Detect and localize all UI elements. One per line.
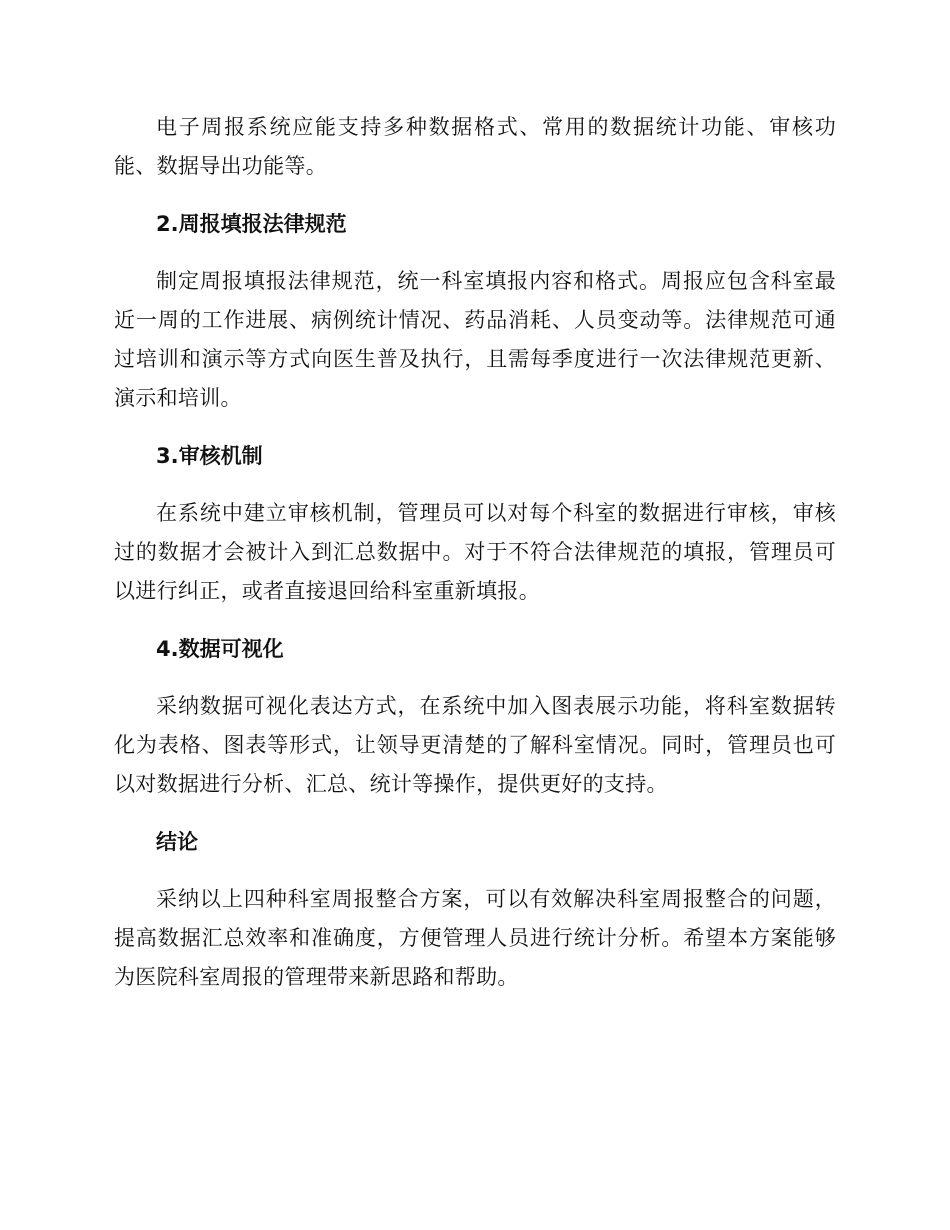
document-page [114, 108, 836, 997]
section-heading-4: 4.数据可视化 [156, 637, 284, 661]
section-paragraph-3: 在系统中建立审核机制，管理员可以对每个科室的数据进行审核，审核过的数据才会被计入到汇总数据中。对于不符合法律规范的填报，管理员可以进行纠正，或者直接退回给科室重新填报。 [114, 501, 836, 603]
section-paragraph-2: 制定周报填报法律规范，统一科室填报内容和格式。周报应包含科室最近一周的工作进展、病例统计情况、药品消耗、人员变动等。法律规范可通过培训和演示等方式向医生普及执行，且需每季度进行一次法律规范更新、演示和培训。 [114, 269, 836, 410]
intro-paragraph: 电子周报系统应能支持多种数据格式、常用的数据统计功能、审核功能、数据导出功能等。 [114, 115, 836, 178]
section-heading-2: 2.周报填报法律规范 [156, 212, 347, 236]
section-paragraph-4: 采纳数据可视化表达方式，在系统中加入图表展示功能，将科室数据转化为表格、图表等形式，让领导更清楚的了解科室情况。同时，管理员也可以对数据进行分析、汇总、统计等操作，提供更好的支持。 [114, 694, 836, 796]
section-heading-3: 3.审核机制 [156, 444, 263, 468]
conclusion-paragraph: 采纳以上四种科室周报整合方案，可以有效解决科室周报整合的问题，提高数据汇总效率和准确度，方便管理人员进行统计分析。希望本方案能够为医院科室周报的管理带来新思路和帮助。 [114, 887, 836, 989]
conclusion-heading: 结论 [156, 830, 198, 854]
